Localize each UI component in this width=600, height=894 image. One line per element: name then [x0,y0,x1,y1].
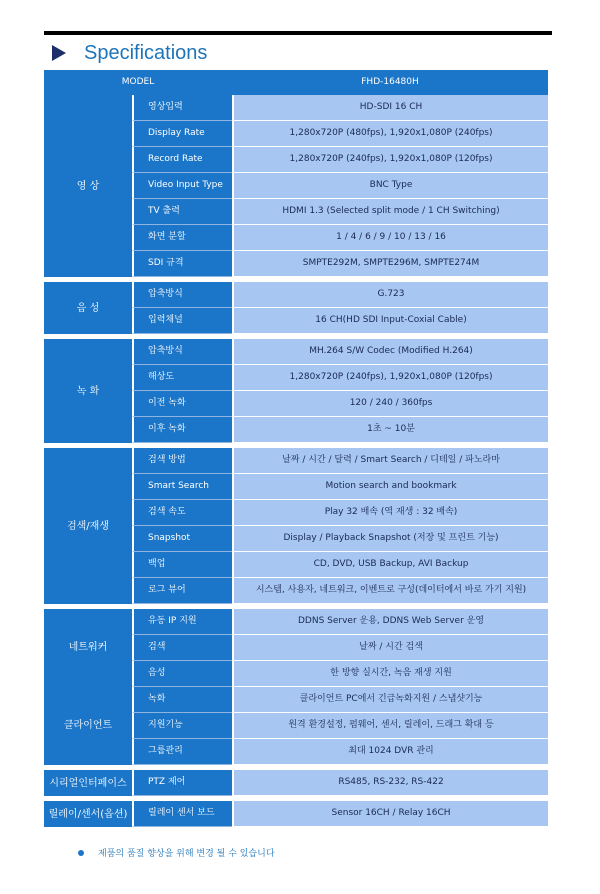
spec-label: SDI 규격 [132,251,232,277]
spec-value: RS485, RS-232, RS-422 [232,765,548,796]
spec-label: 릴레이 센서 보드 [132,796,232,827]
spec-label: 검색 [132,635,232,661]
spec-value: 1초 ~ 10분 [232,417,548,443]
bullet-icon [78,850,84,856]
header-row [44,70,548,95]
category-cell: 녹 화 [44,334,132,443]
triangle-arrow-icon [52,45,66,61]
spec-label: Snapshot [132,526,232,552]
spec-row [44,443,548,474]
model-value: FHD-16480H [232,70,548,95]
spec-label: 유동 IP 지원 [132,604,232,635]
spec-label: Smart Search [132,474,232,500]
spec-value: 최대 1024 DVR 관리 [232,739,548,765]
spec-label: Record Rate [132,147,232,173]
spec-label: 입력채널 [132,308,232,334]
spec-value: CD, DVD, USB Backup, AVI Backup [232,552,548,578]
spec-label: 해상도 [132,365,232,391]
spec-value: 1,280x720P (240fps), 1,920x1,080P (120fps) [232,365,548,391]
spec-row [44,277,548,308]
top-rule [44,31,552,35]
spec-value: 120 / 240 / 360fps [232,391,548,417]
category-cell [44,604,132,765]
spec-label: 화면 분할 [132,225,232,251]
spec-value: 1,280x720P (480fps), 1,920x1,080P (240fps) [232,121,548,147]
spec-body [44,95,548,827]
spec-label: 이후 녹화 [132,417,232,443]
spec-label: Display Rate [132,121,232,147]
spec-label: TV 출력 [132,199,232,225]
spec-value: Play 32 배속 (역 재생 : 32 배속) [232,500,548,526]
category-cell: 릴레이/센서(옵션) [44,796,132,827]
footnote [78,846,275,859]
spec-label: PTZ 제어 [132,765,232,796]
spec-value: HD-SDI 16 CH [232,95,548,121]
spec-row [44,334,548,365]
spec-value: 원격 환경설정, 펌웨어, 센서, 릴레이, 드래그 확대 등 [232,713,548,739]
spec-value: 16 CH(HD SDI Input-Coxial Cable) [232,308,548,334]
spec-label: 지원기능 [132,713,232,739]
spec-value: 1 / 4 / 6 / 9 / 10 / 13 / 16 [232,225,548,251]
spec-label: 검색 방법 [132,443,232,474]
category-cell: 음 성 [44,277,132,334]
category-label: 네트워커 [68,642,108,653]
spec-label: 영상입력 [132,95,232,121]
spec-value: Sensor 16CH / Relay 16CH [232,796,548,827]
section-title [52,40,207,66]
category-cell: 영 상 [44,95,132,277]
spec-value: Motion search and bookmark [232,474,548,500]
spec-label: 이전 녹화 [132,391,232,417]
spec-value: BNC Type [232,173,548,199]
spec-value: 한 방향 실시간, 녹음 재생 지원 [232,661,548,687]
spec-row [44,95,548,121]
category-cell: 시리얼인터페이스 [44,765,132,796]
spec-label: 로그 뷰어 [132,578,232,604]
spec-label: 음성 [132,661,232,687]
spec-value: SMPTE292M, SMPTE296M, SMPTE274M [232,251,548,277]
spec-value: Display / Playback Snapshot (저장 및 프린트 기능) [232,526,548,552]
model-label: MODEL [44,70,232,95]
footnote-text: 제품의 품질 향상을 위해 변경 될 수 있습니다 [98,849,275,859]
spec-label: 백업 [132,552,232,578]
spec-value: 1,280x720P (240fps), 1,920x1,080P (120fps) [232,147,548,173]
spec-value: G.723 [232,277,548,308]
spec-label: 검색 속도 [132,500,232,526]
spec-label: 그룹관리 [132,739,232,765]
spec-row [44,604,548,635]
spec-value: MH.264 S/W Codec (Modified H.264) [232,334,548,365]
spec-value: 클라이언트 PC에서 긴급녹화지원 / 스냅샷기능 [232,687,548,713]
spec-value: DDNS Server 운용, DDNS Web Server 운영 [232,604,548,635]
spec-table [44,70,548,827]
spec-label: 압축방식 [132,277,232,308]
spec-value: HDMI 1.3 (Selected split mode / 1 CH Switching) [232,199,548,225]
spec-row [44,796,548,827]
spec-label: Video Input Type [132,173,232,199]
spec-label: 녹화 [132,687,232,713]
title-text: Specifications [84,41,208,64]
spec-label: 압축방식 [132,334,232,365]
spec-value: 날짜 / 시간 검색 [232,635,548,661]
category-label-2: 클라이언트 [63,720,113,731]
spec-row [44,765,548,796]
spec-value: 시스템, 사용자, 네트워크, 이벤트로 구성(데이터에서 바로 가기 지원) [232,578,548,604]
category-cell: 검색/재생 [44,443,132,604]
spec-value: 날짜 / 시간 / 달력 / Smart Search / 디테일 / 파노라마 [232,443,548,474]
